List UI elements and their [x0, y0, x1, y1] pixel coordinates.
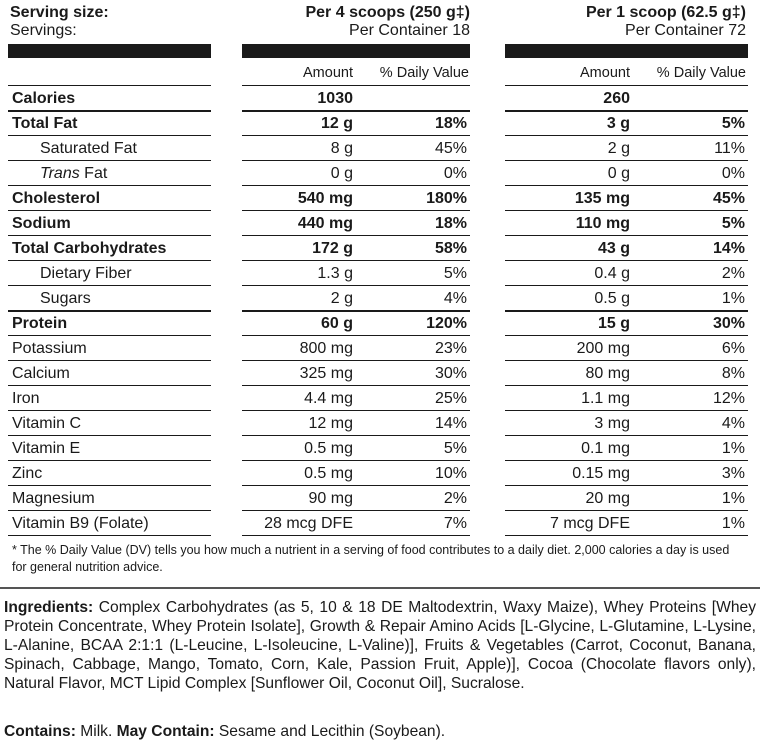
col2-daily-value: 30% [712, 315, 745, 332]
header-bar-col1 [242, 44, 470, 58]
col1-amount: 1030 [317, 90, 353, 107]
row-rule-0 [8, 435, 211, 436]
row-rule-2 [505, 410, 748, 411]
col2-title: Per 1 scoop (62.5 g‡) [585, 4, 746, 21]
row-rule-0 [8, 360, 211, 361]
row-rule-2 [505, 210, 748, 211]
row-rule-0 [8, 510, 211, 511]
row-rule-0 [8, 285, 211, 286]
nutrient-name-rest: Fat [79, 165, 108, 182]
daily-value-footnote: * The % Daily Value (DV) tells you how much a nutrient in a serving of food contributes to a daily diet. 2,000 calories a day is used for general nutrition advice. [12, 543, 730, 574]
col2-daily-value: 11% [714, 140, 745, 157]
row-rule-2 [505, 335, 748, 336]
col2-dv-header: % Daily Value [656, 65, 746, 81]
col2-daily-value: 1% [721, 515, 745, 532]
nutrient-name: Total Carbohydrates [12, 240, 167, 257]
table-row [8, 237, 748, 262]
nutrient-name: Sugars [40, 290, 91, 307]
col1-daily-value: 58% [434, 240, 467, 257]
table-row [8, 262, 748, 287]
header-rule-0 [8, 85, 211, 86]
col2-daily-value: 1% [721, 440, 745, 457]
col1-amount: 440 mg [297, 215, 353, 232]
row-rule-0 [8, 185, 211, 186]
row-rule-1 [242, 360, 470, 361]
header-rule-1 [242, 85, 470, 86]
table-row [8, 487, 748, 512]
row-rule-1 [242, 160, 470, 161]
col2-amount-header: Amount [580, 65, 630, 81]
row-rule-1 [242, 285, 470, 286]
row-rule-0 [8, 210, 211, 211]
col1-daily-value: 5% [443, 265, 467, 282]
table-row [8, 112, 748, 137]
col2-amount: 7 mcg DFE [549, 515, 630, 532]
nutrient-name: Protein [12, 315, 68, 332]
table-row [8, 312, 748, 337]
col1-amount: 325 mg [299, 365, 353, 382]
header-bar-col2 [505, 44, 748, 58]
table-row [8, 137, 748, 162]
nutrient-name: Vitamin E [12, 440, 81, 457]
nutrient-name: Potassium [12, 340, 87, 357]
nutrient-name: Vitamin B9 (Folate) [12, 515, 149, 532]
row-rule-0 [8, 485, 211, 486]
col1-amount: 800 mg [299, 340, 353, 357]
row-rule-1 [242, 535, 470, 536]
col1-amount: 8 g [330, 140, 353, 157]
col2-amount: 80 mg [585, 365, 630, 382]
col2-amount: 43 g [597, 240, 630, 257]
col2-subtitle: Per Container 72 [625, 22, 746, 39]
table-row [8, 412, 748, 437]
row-rule-1 [242, 460, 470, 461]
col1-amount: 1.3 g [317, 265, 353, 282]
col2-daily-value: 3% [721, 465, 745, 482]
table-row [8, 462, 748, 487]
row-rule-2 [505, 285, 748, 286]
col1-daily-value: 5% [443, 440, 467, 457]
nutrient-name: Magnesium [12, 490, 95, 507]
col1-daily-value: 2% [443, 490, 467, 507]
table-row [8, 162, 748, 187]
col1-amount: 0.5 mg [304, 440, 353, 457]
row-rule-2 [505, 135, 748, 136]
row-rule-2 [505, 185, 748, 186]
row-rule-2 [505, 435, 748, 436]
col1-daily-value: 45% [434, 140, 467, 157]
col1-subtitle: Per Container 18 [349, 22, 470, 39]
row-rule-1 [242, 435, 470, 436]
col1-amount: 2 g [330, 290, 353, 307]
row-rule-0 [8, 235, 211, 236]
col1-dv-header: % Daily Value [379, 65, 469, 81]
table-row [8, 437, 748, 462]
table-row [8, 212, 748, 237]
col1-amount: 540 mg [297, 190, 353, 207]
col1-daily-value: 7% [443, 515, 467, 532]
nutrient-name [40, 162, 107, 186]
col2-amount: 15 g [597, 315, 630, 332]
section-divider [0, 587, 760, 589]
col2-amount: 135 mg [574, 190, 630, 207]
row-rule-2 [505, 460, 748, 461]
ingredients-label: Ingredients: [4, 599, 94, 616]
nutrient-name: Iron [12, 390, 40, 407]
col2-daily-value: 8% [721, 365, 745, 382]
nutrient-name: Calcium [12, 365, 70, 382]
col1-daily-value: 4% [443, 290, 467, 307]
row-rule-0 [8, 410, 211, 411]
col2-amount: 0.4 g [594, 265, 630, 282]
col1-amount: 4.4 mg [304, 390, 353, 407]
col2-amount: 0.5 g [594, 290, 630, 307]
col1-daily-value: 0% [443, 165, 467, 182]
col1-amount-header: Amount [303, 65, 353, 81]
row-rule-0 [8, 535, 211, 536]
col2-amount: 2 g [607, 140, 630, 157]
col2-amount: 0 g [607, 165, 630, 182]
row-rule-1 [242, 185, 470, 186]
col1-amount: 12 mg [308, 415, 353, 432]
row-rule-2 [505, 235, 748, 236]
col2-daily-value: 0% [721, 165, 745, 182]
servings-label: Servings: [10, 22, 77, 39]
col2-amount: 1.1 mg [581, 390, 630, 407]
row-rule-1 [242, 510, 470, 511]
col2-amount: 200 mg [576, 340, 630, 357]
row-rule-2 [505, 510, 748, 511]
col1-amount: 90 mg [308, 490, 353, 507]
may-contain-label: May Contain: [116, 723, 215, 740]
table-row [8, 87, 748, 112]
col2-amount: 3 g [606, 115, 630, 132]
col1-daily-value: 18% [434, 215, 467, 232]
nutrient-name: Dietary Fiber [40, 265, 132, 282]
col1-amount: 12 g [320, 115, 353, 132]
col2-amount: 110 mg [575, 215, 630, 232]
col1-daily-value: 18% [434, 115, 467, 132]
may-contain-text: Sesame and Lecithin (Soybean). [214, 723, 446, 740]
nutrient-name: Vitamin C [12, 415, 82, 432]
col1-daily-value: 180% [426, 190, 467, 207]
table-row [8, 512, 748, 537]
header-bar-nutrient [8, 44, 211, 58]
col1-amount: 0 g [330, 165, 353, 182]
contains-text: Milk. [75, 723, 113, 740]
col2-amount: 0.1 mg [581, 440, 630, 457]
allergen-block [4, 722, 445, 741]
table-row [8, 362, 748, 387]
col2-daily-value: 4% [721, 415, 745, 432]
nutrient-name: Saturated Fat [40, 140, 137, 157]
row-rule-1 [242, 335, 470, 336]
col2-daily-value: 1% [721, 290, 745, 307]
col2-daily-value: 45% [712, 190, 745, 207]
col1-title: Per 4 scoops (250 g‡) [305, 4, 470, 21]
col1-daily-value: 14% [434, 415, 467, 432]
col2-amount: 260 [603, 90, 630, 107]
col1-daily-value: 10% [434, 465, 467, 482]
row-rule-1 [242, 260, 470, 261]
col1-daily-value: 23% [434, 340, 467, 357]
col2-daily-value: 5% [721, 115, 745, 132]
col2-daily-value: 2% [721, 265, 745, 282]
nutrient-name-italic: Trans [40, 165, 80, 182]
serving-size-label: Serving size: [10, 4, 109, 21]
row-rule-2 [505, 385, 748, 386]
row-rule-0 [8, 160, 211, 161]
row-rule-0 [8, 260, 211, 261]
col1-amount: 0.5 mg [304, 465, 353, 482]
col2-amount: 0.15 mg [572, 465, 630, 482]
row-rule-1 [242, 485, 470, 486]
contains-label: Contains: [4, 723, 76, 740]
ingredients-block [4, 598, 756, 693]
table-row [8, 387, 748, 412]
row-rule-2 [505, 360, 748, 361]
nutrient-name: Zinc [12, 465, 43, 482]
col1-daily-value: 30% [434, 365, 467, 382]
col2-amount: 20 mg [585, 490, 630, 507]
row-rule-2 [505, 535, 748, 536]
nutrient-name: Calories [12, 90, 76, 107]
nutrient-name: Sodium [12, 215, 71, 232]
row-rule-0 [8, 460, 211, 461]
row-rule-0 [8, 385, 211, 386]
row-rule-0 [8, 335, 211, 336]
row-rule-2 [505, 485, 748, 486]
table-row [8, 187, 748, 212]
col2-daily-value: 12% [712, 390, 745, 407]
table-row [8, 287, 748, 312]
col2-daily-value: 5% [721, 215, 745, 232]
row-rule-1 [242, 410, 470, 411]
col2-amount: 3 mg [594, 415, 630, 432]
header-rule-2 [505, 85, 748, 86]
row-rule-2 [505, 160, 748, 161]
col1-amount: 28 mcg DFE [264, 515, 353, 532]
col2-daily-value: 6% [721, 340, 745, 357]
nutrient-name: Cholesterol [12, 190, 101, 207]
row-rule-1 [242, 235, 470, 236]
row-rule-1 [242, 210, 470, 211]
nutrient-name: Total Fat [12, 115, 78, 132]
row-rule-2 [505, 260, 748, 261]
col1-daily-value: 25% [434, 390, 467, 407]
row-rule-1 [242, 135, 470, 136]
ingredients-text: Complex Carbohydrates (as 5, 10 & 18 DE Maltodextrin, Waxy Maize), Whey Proteins [Whey Protein Concentrate, Whey Protein Isolate], Growth & Repair Amino Acids [L-Glycine, L-Glutamine, L-Lysine, L-Alanine, BCAA 2:1:1 (L-Leucine, L-Isoleucine, L-Valine)], Fruits & Vegetables (Carrot, Coconut, Banana, Spinach, Cabbage, Mango, Tomato, Corn, Kale, Passion Fruit, Apple)], Cocoa (Chocolate flavors only), Natural Flavor, MCT Lipid Complex [Sunflower Oil, Coconut Oil], Sucralose. [4, 599, 756, 692]
col1-daily-value: 120% [426, 315, 467, 332]
row-rule-1 [242, 385, 470, 386]
col1-amount: 172 g [312, 240, 353, 257]
table-row [8, 337, 748, 362]
col1-amount: 60 g [320, 315, 353, 332]
row-rule-0 [8, 135, 211, 136]
col2-daily-value: 1% [721, 490, 745, 507]
col2-daily-value: 14% [712, 240, 745, 257]
